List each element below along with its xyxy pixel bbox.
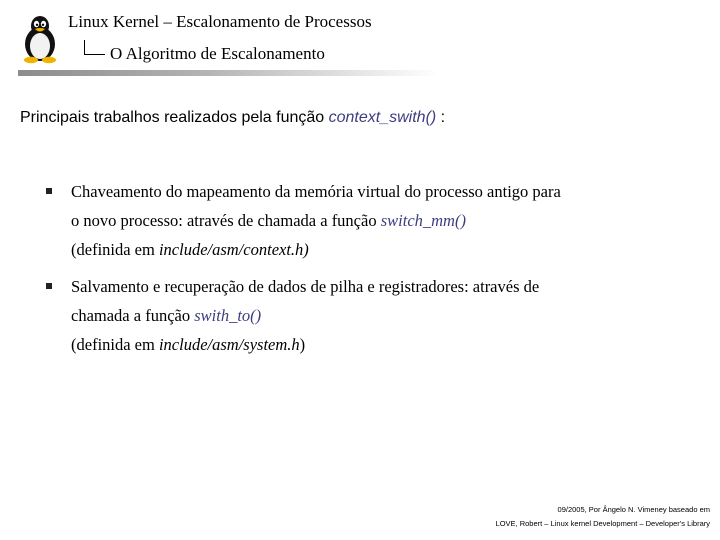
function-name: swith_to(): [194, 306, 262, 325]
bullet-text: o novo processo: através de chamada a função: [71, 211, 381, 230]
tree-connector: [84, 40, 105, 55]
bullet-line: [71, 330, 704, 359]
footer-line: LOVE, Robert – Linux kernel Development – Developer's Library: [495, 519, 710, 528]
bullet-text: (definida em: [71, 240, 159, 259]
bullet-text: (definida em: [71, 335, 159, 354]
bullet-item: [44, 272, 704, 359]
footer-credits: [496, 503, 710, 531]
square-bullet-icon: [46, 283, 52, 289]
bullet-text: ): [299, 335, 306, 354]
intro-label: Principais trabalhos realizados pela função: [20, 109, 329, 126]
header-gradient-bar: [18, 70, 438, 76]
bullet-line: Chaveamento do mapeamento da memória virtual do processo antigo para: [71, 182, 561, 201]
bullet-line: Salvamento e recuperação de dados de pilha e registradores: através de: [71, 277, 540, 296]
file-path: include/asm/system.h: [158, 335, 300, 354]
footer-line: 09/2005, Por Ângelo N. Vimeney baseado em: [557, 505, 710, 514]
square-bullet-icon: [46, 188, 52, 194]
bullet-item: [44, 177, 704, 264]
bullet-list: [44, 177, 704, 359]
file-path: include/asm/context.h): [158, 240, 309, 259]
intro-text: [20, 109, 445, 127]
bullet-line: [71, 301, 704, 330]
function-name: switch_mm(): [380, 211, 466, 230]
bullet-text: chamada a função: [71, 306, 195, 325]
slide-title: Linux Kernel – Escalonamento de Processos: [68, 12, 372, 31]
bullet-line: [71, 206, 704, 235]
intro-function: context_swith(): [328, 109, 437, 126]
bullet-line: [71, 235, 704, 264]
intro-suffix: :: [436, 109, 446, 126]
tux-penguin-icon: [18, 14, 62, 64]
slide-subtitle: O Algoritmo de Escalonamento: [110, 44, 325, 63]
